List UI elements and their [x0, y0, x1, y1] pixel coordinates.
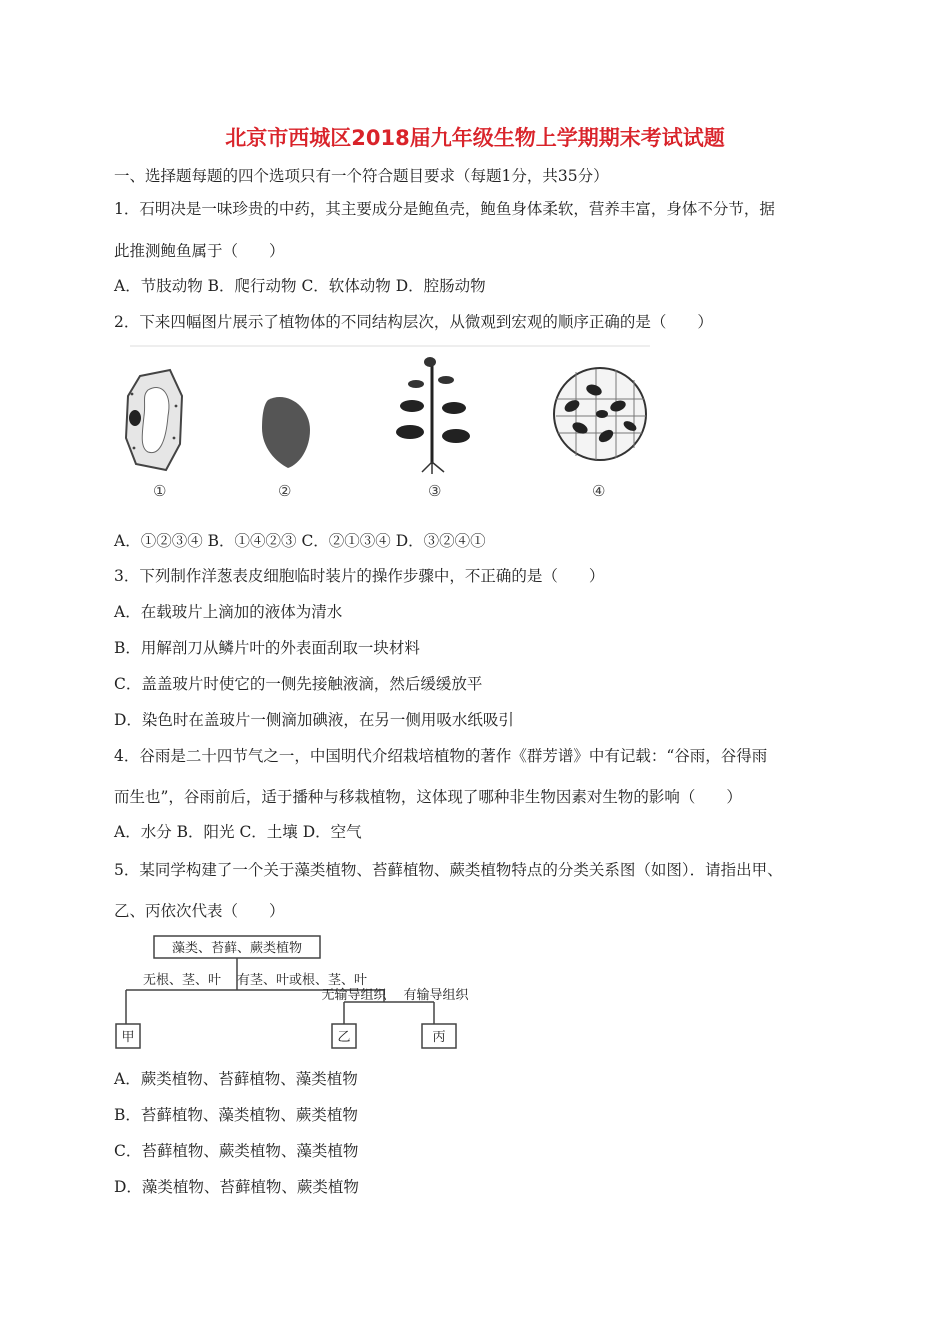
q4-options: A．水分 B．阳光 C．土壤 D．空气: [114, 823, 362, 841]
figure-caption-2: ②: [278, 482, 292, 500]
figure-caption-4: ④: [592, 482, 606, 500]
section-header: 一、选择题每题的四个选项只有一个符合题目要求（每题1分，共35分）: [114, 167, 609, 185]
q5-option-d: D．藻类植物、苔藓植物、蕨类植物: [114, 1178, 359, 1196]
q1-options: A．节肢动物 B．爬行动物 C．软体动物 D．腔肠动物: [114, 277, 486, 295]
diagram-sub-right-label: 有输导组织: [403, 988, 469, 1003]
q5-stem-line1: 5．某同学构建了一个关于藻类植物、苔藓植物、蕨类植物特点的分类关系图（如图）．请指出甲、: [114, 861, 783, 879]
figure-caption-1: ①: [153, 482, 167, 500]
q5-option-b: B．苔藓植物、藻类植物、蕨类植物: [114, 1106, 358, 1124]
q3-stem: 3．下列制作洋葱表皮细胞临时装片的操作步骤中，不正确的是（ ）: [114, 567, 605, 585]
q5-stem-line2: 乙、丙依次代表（ ）: [114, 902, 285, 920]
q1-stem-line1: 1．石明决是一味珍贵的中药，其主要成分是鲍鱼壳，鲍鱼身体柔软，营养丰富，身体不分节，据: [114, 200, 775, 218]
q2-figure: [110, 344, 650, 514]
tissue-illustration: [554, 368, 646, 460]
diagram-box-yi: 乙: [337, 1030, 351, 1045]
q2-stem: 2．下来四幅图片展示了植物体的不同结构层次，从微观到宏观的顺序正确的是（ ）: [114, 313, 713, 331]
q1-stem-line2: 此推测鲍鱼属于（ ）: [114, 242, 285, 260]
diagram-sub-left-label: 无输导组织: [321, 988, 387, 1003]
q5-classification-diagram: [112, 932, 482, 1054]
diagram-root-label: 藻类、苔藓、蕨类植物: [171, 941, 303, 956]
q3-option-b: B．用解剖刀从鳞片叶的外表面刮取一块材料: [114, 639, 420, 657]
q4-stem-line1: 4．谷雨是二十四节气之一，中国明代介绍栽培植物的著作《群芳谱》中有记载：“谷雨，谷得雨: [114, 747, 768, 765]
q3-option-d: D．染色时在盖玻片一侧滴加碘液，在另一侧用吸水纸吸引: [114, 711, 514, 729]
diagram-left-branch-label: 无根、茎、叶: [142, 973, 222, 988]
q4-stem-line2: 而生也”，谷雨前后，适于播种与移栽植物，这体现了哪种非生物因素对生物的影响（ ）: [114, 788, 742, 806]
q5-option-a: A．蕨类植物、苔藓植物、藻类植物: [114, 1070, 358, 1088]
diagram-box-jia: 甲: [121, 1030, 135, 1045]
diagram-box-bing: 丙: [432, 1030, 446, 1045]
figure-caption-3: ③: [428, 482, 442, 500]
q3-option-c: C．盖盖玻片时使它的一侧先接触液滴，然后缓缓放平: [114, 675, 483, 693]
q2-options: A．①②③④ B．①④②③ C．②①③④ D．③②④①: [114, 532, 486, 550]
page-title: 北京市西城区2018届九年级生物上学期期末考试试题: [225, 126, 725, 150]
diagram-right-branch-label: 有茎、叶或根、茎、叶: [236, 973, 368, 988]
plant-cell-illustration: [126, 370, 182, 470]
q3-option-a: A．在载玻片上滴加的液体为清水: [114, 603, 343, 621]
q5-option-c: C．苔藓植物、蕨类植物、藻类植物: [114, 1142, 359, 1160]
whole-plant-illustration: [396, 357, 470, 474]
leaf-illustration: [262, 397, 310, 468]
